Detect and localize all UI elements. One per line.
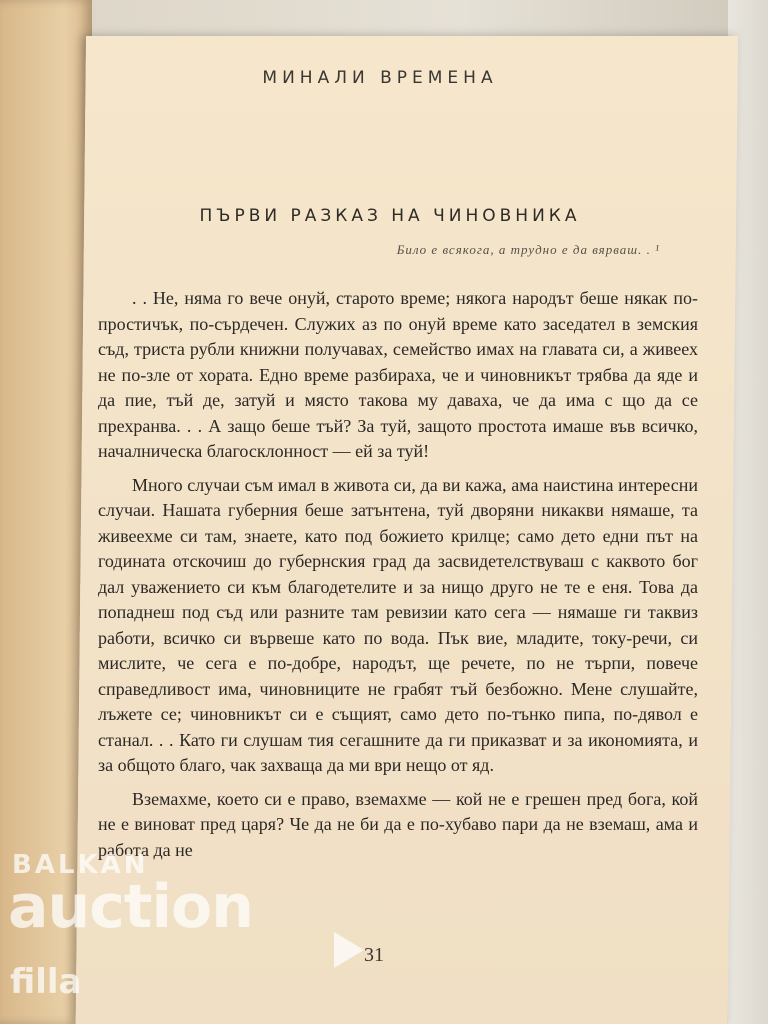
paragraph-2: Много случаи съм имал в живота си, да ви кажа, ама наистина интересни случаи. Нашата губерния беше затънтена, туй дворяни никакви нямаше, та живеехме си там, знаете, като под божието крилце; само дето едни път на годината отскочиш до губернския град да засвидетелствуваш с каквото бог дал уважението си към благодетелите и за нищо друго не те е еня. Това да попаднеш под съд или разните там ревизии като сега — нямаше ги таквиз работи, всичко си вървеше като по вода. Пък вие, младите, току-речи, си мислите, че сега е по-добре, народът, ще речете, по не търпи, повече справедливост има, чиновниците не грабят тъй безбожно. Мене слушайте, лъжете се; чиновникът си е същият, само дето по-тънко пипа, по-дявол е станал. . . Като ги слушам тия сегашните да ги приказват и за икономията, и за общото благо, чак захваща да ми ври нещо от яд.	[98, 474, 698, 775]
running-head: МИНАЛИ ВРЕМЕНА	[262, 68, 498, 88]
chapter-title: ПЪРВИ РАЗКАЗ НА ЧИНОВНИКА	[199, 206, 581, 226]
watermark-line-2: auction	[8, 872, 253, 942]
page-number: 31	[364, 944, 384, 966]
body-text	[98, 286, 698, 871]
epigraph: Било е всякога, а трудно е да вярваш. . ¹	[396, 242, 660, 257]
paragraph-1: . . Не, няма го вече онуй, старото време; някога народът беше някак по-простичък, по-сърдечен. Служих аз по онуй време като заседател в земския съд, триста рубли книжни получавах, семейство имах на главата си, а живеех не по-зле от хората. Едно време разбираха, че и чиновникът трябва да яде и да пие, тъй де, затуй и място такова му даваха, че да има с що да се прехранва. . . А защо беше тъй? За туй, защото простота имаше във всичко, началническа благосклонност — ей за туй!	[98, 288, 698, 461]
watermark-line-3: filla	[10, 962, 82, 1002]
watermark-line-1: BALKAN	[12, 850, 149, 880]
paragraph-3: Вземахме, което си е право, вземахме — кой не е грешен пред бога, кой не е виноват пред царя? Че да не би да е по-хубаво пари да не вземаш, ама и работа да не	[98, 788, 698, 860]
